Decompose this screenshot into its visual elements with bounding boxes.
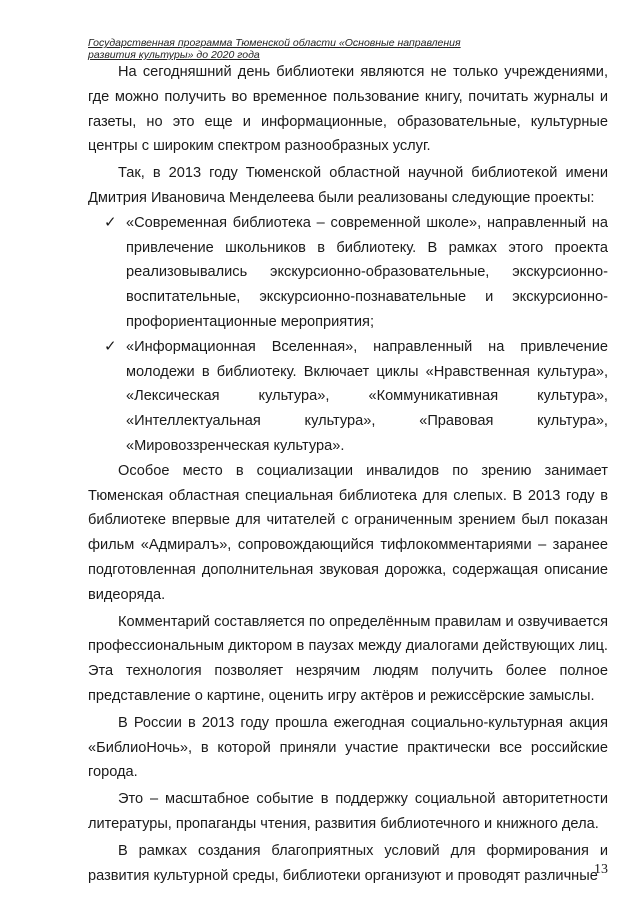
checkmark-icon: ✓ xyxy=(104,213,117,231)
paragraph-1: На сегодняшний день библиотеки являются не только учреждениями, где можно получить во временное пользование книгу, почитать журналы и газеты, но это еще и информационные, образовательные, культурные центры с широким спектром разнообразных услуг. xyxy=(88,64,608,155)
list-item xyxy=(88,335,608,459)
projects-list xyxy=(88,211,608,459)
paragraph-5: В России в 2013 году прошла ежегодная социально-культурная акция «БиблиоНочь», в которой приняли участие практически все российские города. xyxy=(88,714,608,781)
paragraph-2: Так, в 2013 году Тюменской областной научной библиотекой имени Дмитрия Ивановича Менделеева были реализованы следующие проекты: xyxy=(88,165,608,206)
list-item-text: «Современная библиотека – современной школе», направленный на привлечение школьников в библиотеку. В рамках этого проекта реализовывались экскурсионно-образовательные, экскурсионно-воспитательные, экскурсионно-познавательные и экскурсионно-профориентационные мероприятия; xyxy=(126,214,608,330)
page-number: 13 xyxy=(594,862,608,877)
header-line-1: Государственная программа Тюменской области «Основные направления xyxy=(88,37,461,49)
document-body xyxy=(88,60,608,888)
running-header xyxy=(88,37,461,61)
paragraph-3: Особое место в социализации инвалидов по зрению занимает Тюменская областная специальная библиотека для слепых. В 2013 году в библиотеке впервые для читателей с ограниченным зрением был показан фильм «Адмиралъ», сопровождающийся тифлокомментариями – заранее подготовленная дополнительная звуковая дорожка, содержащая описание видеоряда. xyxy=(88,462,608,603)
list-item xyxy=(88,211,608,335)
paragraph-7: В рамках создания благоприятных условий для формирования и развития культурной среды, библиотеки организуют и проводят различные xyxy=(88,842,608,884)
paragraph-6: Это – масштабное событие в поддержку социальной авторитетности литературы, пропаганды чтения, развития библиотечного и книжного дела. xyxy=(88,791,608,832)
list-item-text: «Информационная Вселенная», направленный на привлечение молодежи в библиотеку. Включает циклы «Нравственная культура», «Лексическая культура», «Коммуникативная культура», «Интеллектуальная культура», «Правовая культура», «Мировоззренческая культура». xyxy=(126,338,608,454)
paragraph-4: Комментарий составляется по определённым правилам и озвучивается профессиональным диктором в паузах между диалогами действующих лиц. Эта технология позволяет незрячим людям получить более полное представление о картине, оценить игру актёров и режиссёрские замыслы. xyxy=(88,613,608,704)
header-line-2: развития культуры» до 2020 года xyxy=(88,49,260,61)
checkmark-icon: ✓ xyxy=(104,337,117,355)
